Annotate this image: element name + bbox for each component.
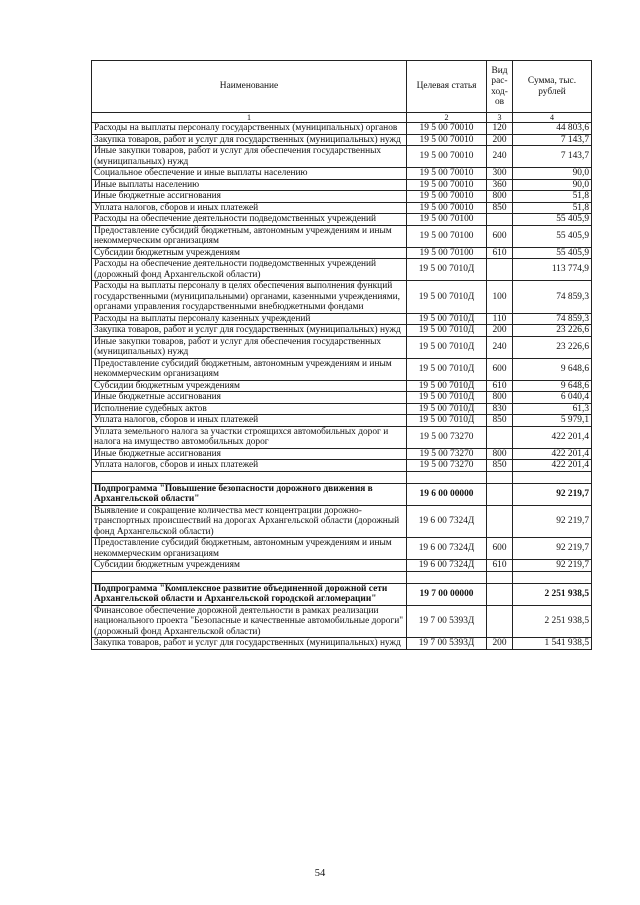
code-cell: 19 6 00 7324Д bbox=[407, 538, 487, 560]
spacer-cell bbox=[513, 571, 592, 583]
sum-cell: 90,0 bbox=[513, 179, 592, 191]
table-header-row bbox=[92, 61, 592, 113]
name-cell: Подпрограмма "Повышение безопасности дорожного движения в Архангельской области" bbox=[92, 483, 407, 505]
code-cell: 19 5 00 70100 bbox=[407, 225, 487, 247]
spacer-row bbox=[92, 471, 592, 483]
name-cell: Расходы на выплаты персоналу в целях обеспечения выполнения функций государственными (муниципальными) органами, казенными учреждениями, органами управления государственными внебюджетными фондами bbox=[92, 281, 407, 314]
vid-cell: 800 bbox=[487, 448, 513, 460]
code-cell: 19 5 00 70010 bbox=[407, 123, 487, 135]
budget-table-body bbox=[92, 61, 592, 650]
table-row bbox=[92, 448, 592, 460]
code-cell: 19 5 00 73270 bbox=[407, 460, 487, 472]
sum-cell: 74 859,3 bbox=[513, 281, 592, 314]
sum-cell: 2 251 938,5 bbox=[513, 583, 592, 605]
code-cell: 19 5 00 7010Д bbox=[407, 325, 487, 337]
name-cell: Уплата налогов, сборов и иных платежей bbox=[92, 460, 407, 472]
table-row bbox=[92, 325, 592, 337]
name-cell: Иные бюджетные ассигнования bbox=[92, 191, 407, 203]
table-row bbox=[92, 505, 592, 538]
sum-cell: 7 143,7 bbox=[513, 146, 592, 168]
name-cell: Расходы на обеспечение деятельности подведомственных учреждений (дорожный фонд Архангельской области) bbox=[92, 259, 407, 281]
table-row bbox=[92, 247, 592, 259]
vid-cell: 600 bbox=[487, 358, 513, 380]
code-cell: 19 7 00 5393Д bbox=[407, 638, 487, 650]
code-cell: 19 5 00 70100 bbox=[407, 214, 487, 226]
sum-cell: 7 143,7 bbox=[513, 134, 592, 146]
name-cell: Иные закупки товаров, работ и услуг для обеспечения государственных (муниципальных) нужд bbox=[92, 146, 407, 168]
code-cell: 19 5 00 70010 bbox=[407, 179, 487, 191]
name-cell: Иные бюджетные ассигнования bbox=[92, 392, 407, 404]
vid-cell: 200 bbox=[487, 134, 513, 146]
table-row bbox=[92, 191, 592, 203]
name-cell: Предоставление субсидий бюджетным, автономным учреждениям и иным некоммерческим организациям bbox=[92, 538, 407, 560]
sum-cell: 92 219,7 bbox=[513, 560, 592, 572]
code-cell: 19 6 00 00000 bbox=[407, 483, 487, 505]
sum-cell: 61,3 bbox=[513, 403, 592, 415]
name-cell: Предоставление субсидий бюджетным, автономным учреждениям и иным некоммерческим организациям bbox=[92, 225, 407, 247]
sum-cell: 92 219,7 bbox=[513, 505, 592, 538]
code-cell: 19 7 00 5393Д bbox=[407, 605, 487, 638]
vid-cell bbox=[487, 505, 513, 538]
name-cell: Субсидии бюджетным учреждениям bbox=[92, 247, 407, 259]
column-number-3: 3 bbox=[487, 113, 513, 123]
code-cell: 19 5 00 7010Д bbox=[407, 358, 487, 380]
table-row bbox=[92, 392, 592, 404]
vid-cell: 240 bbox=[487, 336, 513, 358]
table-row bbox=[92, 134, 592, 146]
vid-cell: 200 bbox=[487, 638, 513, 650]
table-row bbox=[92, 403, 592, 415]
table-row bbox=[92, 638, 592, 650]
header-code: Целевая статья bbox=[407, 61, 487, 113]
name-cell: Исполнение судебных актов bbox=[92, 403, 407, 415]
code-cell: 19 5 00 7010Д bbox=[407, 336, 487, 358]
table-row bbox=[92, 146, 592, 168]
code-cell: 19 5 00 70100 bbox=[407, 247, 487, 259]
name-cell: Закупка товаров, работ и услуг для государственных (муниципальных) нужд bbox=[92, 638, 407, 650]
vid-cell: 850 bbox=[487, 202, 513, 214]
sum-cell: 6 040,4 bbox=[513, 392, 592, 404]
code-cell: 19 5 00 70010 bbox=[407, 134, 487, 146]
code-cell: 19 5 00 70010 bbox=[407, 202, 487, 214]
subprogram-row bbox=[92, 483, 592, 505]
table-row bbox=[92, 179, 592, 191]
sum-cell: 55 405,9 bbox=[513, 225, 592, 247]
code-cell: 19 7 00 00000 bbox=[407, 583, 487, 605]
code-cell: 19 5 00 7010Д bbox=[407, 392, 487, 404]
table-row bbox=[92, 214, 592, 226]
code-cell: 19 6 00 7324Д bbox=[407, 505, 487, 538]
sum-cell: 23 226,6 bbox=[513, 325, 592, 337]
subprogram-row bbox=[92, 583, 592, 605]
spacer-row bbox=[92, 571, 592, 583]
vid-cell: 600 bbox=[487, 538, 513, 560]
name-cell: Иные выплаты населению bbox=[92, 179, 407, 191]
code-cell: 19 6 00 7324Д bbox=[407, 560, 487, 572]
code-cell: 19 5 00 70010 bbox=[407, 146, 487, 168]
code-cell: 19 5 00 7010Д bbox=[407, 281, 487, 314]
table-row bbox=[92, 380, 592, 392]
name-cell: Расходы на выплаты персоналу казенных учреждений bbox=[92, 313, 407, 325]
vid-cell: 830 bbox=[487, 403, 513, 415]
page-number: 54 bbox=[314, 868, 326, 879]
spacer-cell bbox=[487, 471, 513, 483]
name-cell: Расходы на обеспечение деятельности подведомственных учреждений bbox=[92, 214, 407, 226]
vid-cell: 600 bbox=[487, 225, 513, 247]
vid-cell: 200 bbox=[487, 325, 513, 337]
code-cell: 19 5 00 7010Д bbox=[407, 415, 487, 427]
table-row bbox=[92, 460, 592, 472]
table-row bbox=[92, 336, 592, 358]
vid-cell: 110 bbox=[487, 313, 513, 325]
vid-cell bbox=[487, 605, 513, 638]
header-name: Наименование bbox=[92, 61, 407, 113]
name-cell: Субсидии бюджетным учреждениям bbox=[92, 560, 407, 572]
name-cell: Финансовое обеспечение дорожной деятельности в рамках реализации национального проекта "Безопасные и качественные автомобильные дороги" (дорожный фонд Архангельской области) bbox=[92, 605, 407, 638]
code-cell: 19 5 00 73270 bbox=[407, 448, 487, 460]
vid-cell: 300 bbox=[487, 168, 513, 180]
column-number-1: 1 bbox=[92, 113, 407, 123]
sum-cell: 422 201,4 bbox=[513, 426, 592, 448]
table-row bbox=[92, 415, 592, 427]
sum-cell: 44 803,6 bbox=[513, 123, 592, 135]
code-cell: 19 5 00 73270 bbox=[407, 426, 487, 448]
name-cell: Закупка товаров, работ и услуг для государственных (муниципальных) нужд bbox=[92, 134, 407, 146]
table-row bbox=[92, 202, 592, 214]
spacer-cell bbox=[407, 471, 487, 483]
code-cell: 19 5 00 7010Д bbox=[407, 403, 487, 415]
vid-cell: 610 bbox=[487, 560, 513, 572]
vid-cell: 850 bbox=[487, 415, 513, 427]
name-cell: Предоставление субсидий бюджетным, автономным учреждениям и иным некоммерческим организациям bbox=[92, 358, 407, 380]
code-cell: 19 5 00 70010 bbox=[407, 168, 487, 180]
column-number-2: 2 bbox=[407, 113, 487, 123]
spacer-cell bbox=[513, 471, 592, 483]
vid-cell: 100 bbox=[487, 281, 513, 314]
sum-cell: 5 979,1 bbox=[513, 415, 592, 427]
spacer-cell bbox=[487, 571, 513, 583]
name-cell: Выявление и сокращение количества мест концентрации дорожно-транспортных происшествий на дорогах Архангельской области (дорожный фонд Архангельской области) bbox=[92, 505, 407, 538]
name-cell: Подпрограмма "Комплексное развитие объединенной дорожной сети Архангельской области и Архангельской городской агломерации" bbox=[92, 583, 407, 605]
code-cell: 19 5 00 7010Д bbox=[407, 313, 487, 325]
name-cell: Субсидии бюджетным учреждениям bbox=[92, 380, 407, 392]
sum-cell: 51,8 bbox=[513, 202, 592, 214]
sum-cell: 74 859,3 bbox=[513, 313, 592, 325]
vid-cell: 360 bbox=[487, 179, 513, 191]
spacer-cell bbox=[92, 471, 407, 483]
vid-cell: 850 bbox=[487, 460, 513, 472]
sum-cell: 55 405,9 bbox=[513, 247, 592, 259]
sum-cell: 9 648,6 bbox=[513, 380, 592, 392]
sum-cell: 23 226,6 bbox=[513, 336, 592, 358]
table-row bbox=[92, 538, 592, 560]
vid-cell: 610 bbox=[487, 247, 513, 259]
table-row bbox=[92, 168, 592, 180]
column-number-4: 4 bbox=[513, 113, 592, 123]
vid-cell bbox=[487, 426, 513, 448]
table-row bbox=[92, 313, 592, 325]
sum-cell: 9 648,6 bbox=[513, 358, 592, 380]
sum-cell: 92 219,7 bbox=[513, 483, 592, 505]
header-vid: Вид рас-ход-ов bbox=[487, 61, 513, 113]
spacer-cell bbox=[407, 571, 487, 583]
sum-cell: 422 201,4 bbox=[513, 460, 592, 472]
vid-cell: 800 bbox=[487, 392, 513, 404]
vid-cell: 120 bbox=[487, 123, 513, 135]
sum-cell: 422 201,4 bbox=[513, 448, 592, 460]
name-cell: Расходы на выплаты персоналу государственных (муниципальных) органов bbox=[92, 123, 407, 135]
name-cell: Уплата земельного налога за участки строящихся автомобильных дорог и налога на имущество автомобильных дорог bbox=[92, 426, 407, 448]
name-cell: Уплата налогов, сборов и иных платежей bbox=[92, 202, 407, 214]
vid-cell: 610 bbox=[487, 380, 513, 392]
vid-cell: 240 bbox=[487, 146, 513, 168]
sum-cell: 90,0 bbox=[513, 168, 592, 180]
sum-cell: 2 251 938,5 bbox=[513, 605, 592, 638]
name-cell: Уплата налогов, сборов и иных платежей bbox=[92, 415, 407, 427]
vid-cell bbox=[487, 583, 513, 605]
header-sum: Сумма, тыс. рублей bbox=[513, 61, 592, 113]
sum-cell: 92 219,7 bbox=[513, 538, 592, 560]
code-cell: 19 5 00 7010Д bbox=[407, 259, 487, 281]
table-row bbox=[92, 281, 592, 314]
name-cell: Закупка товаров, работ и услуг для государственных (муниципальных) нужд bbox=[92, 325, 407, 337]
code-cell: 19 5 00 7010Д bbox=[407, 380, 487, 392]
name-cell: Иные закупки товаров, работ и услуг для обеспечения государственных (муниципальных) нужд bbox=[92, 336, 407, 358]
table-row bbox=[92, 426, 592, 448]
sum-cell: 51,8 bbox=[513, 191, 592, 203]
table-row bbox=[92, 225, 592, 247]
vid-cell bbox=[487, 214, 513, 226]
name-cell: Социальное обеспечение и иные выплаты населению bbox=[92, 168, 407, 180]
vid-cell: 800 bbox=[487, 191, 513, 203]
sum-cell: 113 774,9 bbox=[513, 259, 592, 281]
code-cell: 19 5 00 70010 bbox=[407, 191, 487, 203]
spacer-cell bbox=[92, 571, 407, 583]
table-row bbox=[92, 560, 592, 572]
table-row bbox=[92, 123, 592, 135]
vid-cell bbox=[487, 259, 513, 281]
name-cell: Иные бюджетные ассигнования bbox=[92, 448, 407, 460]
budget-table bbox=[91, 60, 592, 650]
sum-cell: 1 541 938,5 bbox=[513, 638, 592, 650]
sum-cell: 55 405,9 bbox=[513, 214, 592, 226]
table-column-numbers-row bbox=[92, 113, 592, 123]
table-row bbox=[92, 605, 592, 638]
vid-cell bbox=[487, 483, 513, 505]
table-row bbox=[92, 358, 592, 380]
table-row bbox=[92, 259, 592, 281]
